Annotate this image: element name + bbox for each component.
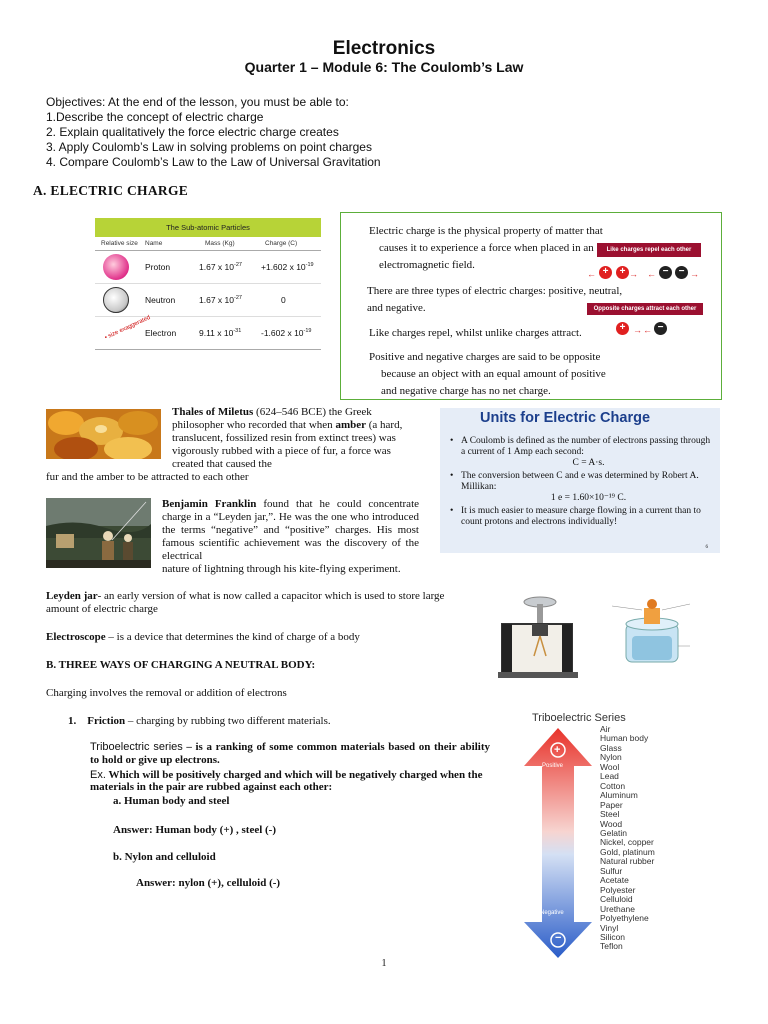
tribo-material: Human body: [600, 733, 649, 744]
friction-term: Friction: [87, 715, 126, 727]
leyden-def: - an early version of what is now called a capacitor which is used to store large amount of electric charge: [46, 590, 445, 615]
subatomic-particles-table: [95, 218, 321, 350]
page-title: Electronics: [332, 38, 436, 59]
amber-term: amber: [335, 419, 366, 431]
charge-text: and negative charge has no net charge.: [381, 385, 551, 397]
positive-label: Positive: [542, 763, 564, 769]
friction-def: – charging by rubbing two different materials.: [125, 715, 331, 727]
particle-name: Neutron: [145, 295, 176, 305]
electroscope-term: Electroscope: [46, 631, 106, 643]
particle-mass: [199, 262, 242, 272]
positive-charge-icon: +: [616, 266, 629, 279]
particle-charge: [261, 262, 314, 272]
thales-paragraph: [172, 406, 422, 471]
electroscope-def: – is a device that determines the kind of charge of a body: [105, 631, 360, 643]
table-row: [95, 314, 321, 350]
header-cell: Charge (C): [265, 240, 298, 247]
particle-name: Proton: [145, 262, 171, 272]
tribo-material: Glass: [600, 742, 622, 753]
tribo-material: Wood: [600, 818, 623, 829]
triboelectric-definition: [90, 741, 490, 767]
charge-text: because an object with an equal amount of positive: [381, 368, 606, 380]
leyden-jar-definition: [46, 590, 476, 616]
tribo-material: Silicon: [600, 931, 626, 942]
tribo-material: Aluminum: [600, 790, 638, 801]
negative-charge-icon: −: [675, 266, 688, 279]
units-text: A Coulomb is defined as the number of electrons passing through a current of 1 Amp each second:: [461, 436, 711, 457]
arrow-left-icon: ←: [587, 269, 596, 279]
charge-base: +1.602 x 10: [261, 262, 306, 272]
negative-label: Negative: [540, 910, 564, 916]
header-cell: Relative size: [101, 240, 138, 247]
mass-base: 1.67 x 10: [199, 295, 234, 305]
section-b-heading: B. THREE WAYS OF CHARGING A NEUTRAL BODY:: [46, 659, 316, 671]
objective-item: 4. Compare Coulomb’s Law to the Law of Universal Gravitation: [46, 155, 381, 169]
tribo-material: Natural rubber: [600, 856, 655, 867]
tribo-material: Wool: [600, 761, 620, 772]
friction-item: [68, 715, 331, 727]
positive-charge-icon: +: [616, 322, 629, 335]
electron-size-note: • size exaggerated: [104, 314, 152, 342]
tribo-material: Sulfur: [600, 865, 623, 876]
table-row: [95, 251, 321, 284]
tribo-example: [90, 769, 492, 793]
tribo-material: Acetate: [600, 875, 629, 886]
tribo-def: – is a ranking of some common materials based on their ability to hold or give up electrons.: [90, 741, 490, 766]
tribo-material: Lead: [600, 771, 619, 782]
electroscope-photo: [488, 590, 583, 682]
tribo-material: Cotton: [600, 780, 626, 791]
minus-sign-icon: −: [555, 932, 562, 944]
mass-exp: -27: [233, 295, 242, 302]
proton-ball-icon: [103, 254, 129, 280]
tribo-material: Steel: [600, 809, 620, 820]
tribo-material: Gelatin: [600, 827, 627, 838]
tribo-material: Celluloid: [600, 894, 633, 905]
table-header: [95, 237, 321, 251]
plus-sign-icon: +: [554, 744, 561, 756]
leyden-jar-diagram: [612, 596, 692, 668]
mass-base: 1.67 x 10: [199, 262, 234, 272]
franklin-name: Benjamin Franklin: [162, 498, 257, 510]
leyden-term: Leyden jar: [46, 590, 98, 602]
franklin-text: found that he could concentrate charge in a “Leyden jar,”. He was the one who introduced the terms “negative” and “positive” charges. His most famous scientific achievement was the discovery of the electrical: [162, 498, 420, 562]
particle-mass: [199, 295, 242, 305]
particle-charge: 0: [281, 295, 286, 305]
example-b: b. Nylon and celluloid: [113, 851, 216, 863]
units-bullet: [448, 506, 716, 528]
units-bullet: [448, 471, 716, 504]
mass-exp: -31: [233, 328, 242, 335]
arrow-right-icon: →: [690, 269, 699, 279]
electroscope-definition: [46, 631, 360, 643]
tribo-material: Nickel, copper: [600, 837, 654, 848]
charge-text: There are three types of electric charges: positive, neutral,: [367, 285, 623, 297]
arrow-right-icon: →: [633, 325, 642, 335]
charging-intro: Charging involves the removal or addition of electrons: [46, 687, 287, 699]
charge-exp: -19: [305, 262, 314, 269]
table-row: [95, 284, 321, 317]
units-equation: 1 e = 1.60×10⁻¹⁹ C.: [550, 493, 627, 503]
page-number: 1: [381, 958, 387, 969]
tribo-arrow-graphic: [502, 722, 598, 960]
franklin-last-line: nature of lightning through his kite-flying experiment.: [162, 563, 401, 575]
arrow-right-icon: →: [629, 269, 638, 279]
units-bullet: [448, 436, 716, 469]
answer-a: Answer: Human body (+) , steel (-): [113, 824, 277, 836]
thales-name: Thales of Miletus: [172, 406, 254, 418]
particle-name: Electron: [145, 328, 177, 338]
triboelectric-series-chart: [502, 710, 692, 960]
tribo-chart-title: Triboelectric Series: [532, 712, 626, 724]
units-equation: C = A·s.: [572, 458, 605, 468]
objectives: [46, 95, 381, 170]
tribo-material: Vinyl: [600, 922, 619, 933]
tribo-material: Nylon: [600, 752, 622, 763]
objective-item: 1.Describe the concept of electric charge: [46, 110, 264, 124]
charge-exp: -19: [303, 328, 312, 335]
tribo-material: Teflon: [600, 941, 623, 952]
tribo-material: Paper: [600, 799, 623, 810]
charge-base: -1.602 x 10: [261, 328, 304, 338]
mass-exp: -27: [233, 262, 242, 269]
objective-item: 2. Explain qualitatively the force electric charge creates: [46, 125, 339, 139]
tribo-materials-list: [600, 725, 655, 952]
charge-text: and negative.: [367, 302, 426, 314]
example-a: a. Human body and steel: [113, 795, 230, 807]
units-title: Units for Electric Charge: [480, 410, 651, 426]
mass-base: 9.11 x 10: [199, 328, 234, 338]
objective-item: 3. Apply Coulomb’s Law in solving problems on point charges: [46, 140, 372, 154]
units-text: The conversion between C and e was determined by Robert A. Millikan:: [461, 471, 699, 492]
positive-charge-icon: +: [599, 266, 612, 279]
franklin-paragraph: [162, 498, 419, 563]
tribo-material: Gold, platinum: [600, 846, 655, 857]
thales-text: (a hard, translucent, fossilized resin from extinct trees) was vigorously rubbed with a piece of fur, a force was created that caused the: [172, 419, 403, 470]
tribo-material: Polyethylene: [600, 913, 649, 924]
neutron-ball-icon: [103, 287, 129, 313]
thales-continuation: fur and the amber to be attracted to each other: [46, 471, 249, 483]
header-cell: Name: [145, 240, 163, 247]
charge-text: Electric charge is the physical property of matter that: [369, 225, 603, 237]
list-number: 1.: [68, 715, 77, 727]
table-title: The Sub-atomic Particles: [95, 218, 321, 237]
charge-text: Positive and negative charges are said to be opposite: [369, 351, 601, 363]
negative-charge-icon: −: [654, 322, 667, 335]
electric-charge-box: [340, 212, 722, 400]
tribo-material: Polyester: [600, 884, 636, 895]
amber-photo: [46, 409, 161, 459]
objectives-intro: Objectives: At the end of the lesson, you must be able to:: [46, 95, 349, 109]
units-list: [448, 436, 716, 530]
tribo-material: Urethane: [600, 903, 635, 914]
negative-charge-icon: −: [659, 266, 672, 279]
opposite-charges-banner: Opposite charges attract each other: [587, 303, 703, 315]
header-cell: Mass (Kg): [205, 240, 235, 247]
charge-text: causes it to experience a force when placed in an: [379, 242, 594, 254]
answer-b: Answer: nylon (+), celluloid (-): [136, 877, 281, 889]
page-subtitle: Quarter 1 – Module 6: The Coulomb’s Law: [244, 59, 524, 75]
section-a-heading: A. ELECTRIC CHARGE: [33, 183, 189, 198]
charge-text: electromagnetic field.: [379, 259, 475, 271]
like-charges-banner: Like charges repel each other: [597, 243, 701, 257]
charge-text: Like charges repel, whilst unlike charges attract.: [369, 327, 582, 339]
tribo-material: Air: [600, 724, 611, 734]
particle-charge: [261, 328, 311, 338]
particle-mass: [199, 328, 241, 338]
example-label: Ex.: [90, 769, 106, 781]
tribo-term: Triboelectric series: [90, 741, 183, 753]
arrow-left-icon: ←: [647, 269, 656, 279]
example-text: Which will be positively charged and which will be negatively charged when the materials in the pair are rubbed against each other:: [90, 769, 483, 793]
thales-text: (624–546 BCE) the Greek philosopher who recorded that when: [172, 406, 372, 431]
arrow-left-icon: ←: [643, 325, 652, 335]
units-text: It is much easier to measure charge flowing in a current than to count protons and electrons individually!: [461, 506, 701, 527]
franklin-kite-photo: [46, 498, 151, 568]
slide-number: 6: [705, 545, 708, 550]
units-electric-charge-box: [440, 408, 720, 553]
